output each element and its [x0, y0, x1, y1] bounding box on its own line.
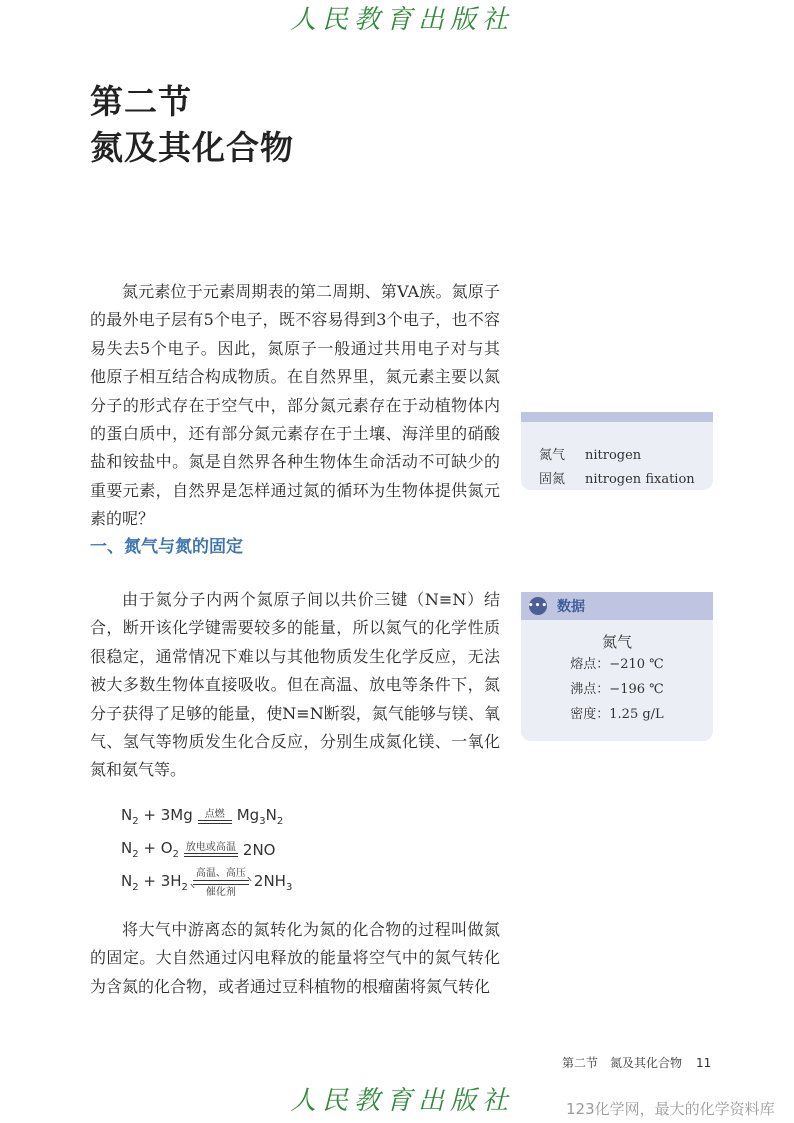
equation-nh3 [121, 866, 292, 899]
eq-lhs [121, 839, 179, 860]
eq-rhs [237, 806, 283, 827]
vocab-item [521, 468, 713, 492]
eq-subscript: 2 [132, 849, 139, 860]
eq-subscript: 2 [172, 849, 179, 860]
eq-catalyst: 催化剂 [205, 886, 236, 898]
data-substance: 氮气 [601, 633, 632, 651]
stability-paragraph: 由于氮分子内两个氮原子间以共价三键（N≡N）结合，断开该化学键需要较多的能量，所以氮气的化学性质很稳定，通常情况下难以与其他物质发生化学反应，无法被大多数生物体直接吸收。但在高温、放电等条件下，氮分子获得了足够的能量，使N≡N断裂，氮气能够与镁、氧气、氢气等物质发生化合反应，分别生成氮化镁、一氧化氮和氨气等。 [90, 590, 500, 780]
data-density: 密度：1.25 g/L [570, 707, 664, 722]
vocab-english: nitrogen fixation [585, 472, 695, 487]
eq-subscript: 2 [276, 816, 284, 827]
equals-sign [198, 809, 232, 824]
eq-term: N [265, 806, 277, 824]
vocab-chinese: 氮气 [539, 448, 566, 463]
publisher-logo-top: 人民教育出版社 [290, 5, 515, 35]
eq-term: N [121, 806, 133, 824]
site-watermark: 123化学网，最大的化学资料库 [566, 1100, 775, 1118]
data-chat-icon: ••• [529, 597, 547, 615]
data-box-title: 数据 [557, 599, 585, 615]
section-title: 氮及其化合物 [90, 128, 294, 167]
eq-subscript: 3 [285, 882, 293, 893]
eq-term: N [121, 872, 133, 890]
vocabulary-box [521, 412, 713, 490]
equation-list [121, 800, 292, 899]
eq-lhs [121, 872, 188, 893]
eq-subscript: 3 [259, 816, 266, 827]
page-footer [562, 1054, 711, 1071]
footer-section-label: 第二节 氮及其化合物 [562, 1056, 683, 1070]
eq-term: Mg [236, 806, 260, 824]
eq-subscript: 2 [132, 816, 139, 827]
eq-term: + 3Mg [138, 806, 193, 824]
vocab-english: nitrogen [585, 448, 642, 463]
vocab-chinese: 固氮 [539, 472, 566, 487]
eq-subscript: 2 [181, 882, 188, 893]
eq-condition: 放电或高温 [185, 842, 236, 853]
eq-rhs: 2NO [242, 840, 276, 859]
data-melting-point: 熔点：−210 ℃ [570, 657, 664, 672]
eq-subscript: 2 [132, 882, 139, 893]
data-box [521, 592, 713, 741]
subsection-heading: 一、氮气与氮的固定 [90, 537, 243, 557]
equation-no [121, 833, 292, 866]
section-number: 第二节 [90, 82, 192, 121]
eq-term: + 3H [138, 872, 182, 890]
eq-lhs [121, 806, 193, 827]
eq-term: N [121, 839, 133, 857]
eq-term: + O [138, 839, 173, 857]
reversible-arrow [193, 868, 249, 898]
fixation-paragraph: 将大气中游离态的氮转化为氮的化合物的过程叫做氮的固定。大自然通过闪电释放的能量将空气中的氮气转化为含氮的化合物，或者通过豆科植物的根瘤菌将氮气转化 [90, 920, 500, 996]
equals-sign [184, 842, 238, 857]
eq-condition: 点燃 [204, 809, 225, 820]
equation-mg [121, 800, 292, 833]
intro-paragraph: 氮元素位于元素周期表的第二周期、第VA族。氮原子的最外电子层有5个电子，既不容易得到3个电子，也不容易失去5个电子。因此，氮原子一般通过共用电子对与其他原子相互结合构成物质。在自然界里，氮元素主要以氮分子的形式存在于空气中，部分氮元素存在于动植物体内的蛋白质中，还有部分氮元素存在于土壤、海洋里的硝酸盐和铵盐中。氮是自然界各种生物体生命活动不可缺少的重要元素，自然界是怎样通过氮的循环为生物体提供氮元素的呢？ [90, 282, 500, 529]
eq-rhs [254, 872, 292, 893]
eq-term: 2NH [253, 872, 286, 890]
data-boiling-point: 沸点：−196 ℃ [570, 682, 664, 697]
page-number: 11 [696, 1056, 712, 1070]
eq-condition: 高温、高压 [195, 867, 246, 879]
data-box-header [521, 592, 713, 620]
publisher-logo-bottom: 人民教育出版社 [290, 1086, 515, 1116]
vocab-item [521, 444, 713, 468]
